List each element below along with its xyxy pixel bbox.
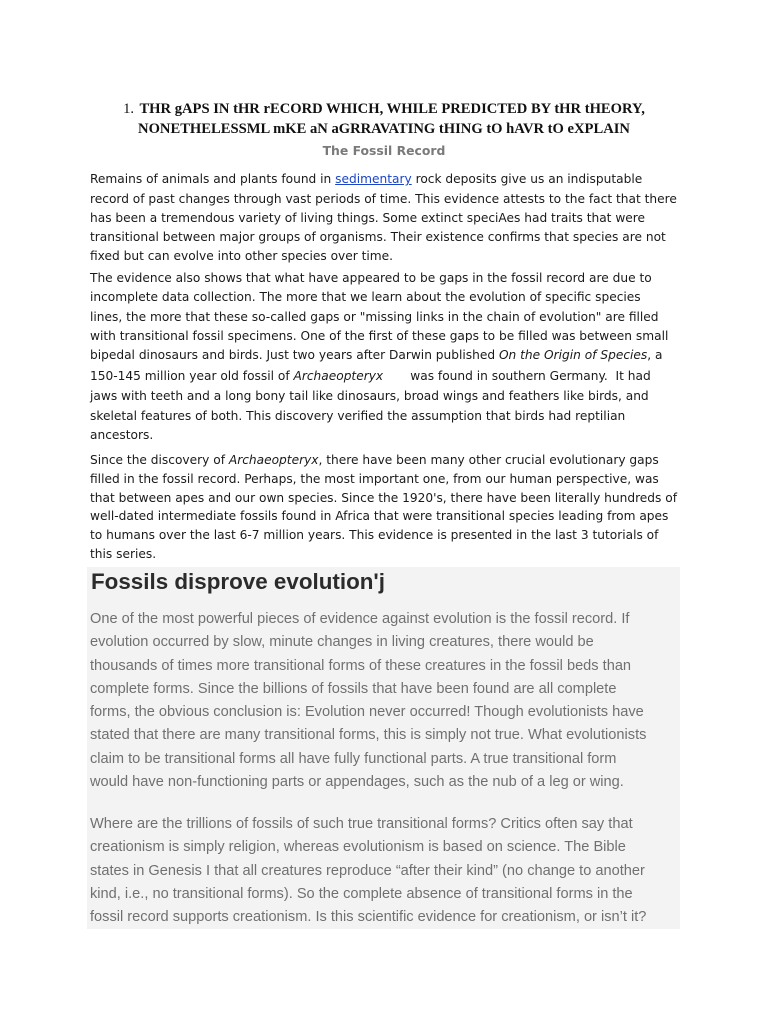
quote-line: kind, i.e., no transitional forms). So the complete absence of transitional forms in the bbox=[90, 885, 633, 902]
quoted-paragraph-2 bbox=[90, 813, 680, 929]
sedimentary-link[interactable]: sedimentary bbox=[335, 172, 412, 186]
paragraph-line: has been a tremendous variety of living things. Some extinct speciAes had traits that were bbox=[90, 211, 646, 225]
heading-number: 1. bbox=[123, 101, 135, 117]
paragraph-line: ancestors. bbox=[90, 428, 154, 443]
paragraph-line: incomplete data collection. The more that we learn about the evolution of specific species bbox=[90, 290, 641, 305]
text-run: Since the discovery of bbox=[90, 453, 229, 467]
paragraph-line: well-dated intermediate fossils found in Africa that were transitional species leading from apes bbox=[90, 509, 669, 524]
paragraph-line: this series. bbox=[90, 546, 157, 561]
quote-line: Where are the trillions of fossils of such true transitional forms? Critics often say that bbox=[90, 816, 633, 832]
paragraph-line bbox=[90, 451, 690, 470]
paragraph-line: fixed but can evolve into other species over time. bbox=[90, 249, 394, 263]
paragraph-line: The evidence also shows that what have appeared to be gaps in the fossil record are due to bbox=[90, 271, 652, 285]
paragraph-line: lines, the more that these so-called gaps or "missing links in the chain of evolution" are filled bbox=[90, 309, 659, 324]
quote-line: forms, the obvious conclusion is: Evolution never occurred! Though evolutionists have bbox=[90, 704, 644, 721]
heading-line-1 bbox=[70, 99, 698, 119]
text-run: was found in southern Germany. It had bbox=[383, 369, 651, 384]
quoted-paragraph-1 bbox=[90, 608, 680, 794]
quote-line: states in Genesis I that all creatures reproduce “after their kind” (no change to another bbox=[90, 862, 645, 879]
quote-line: One of the most powerful pieces of evidence against evolution is the fossil record. If bbox=[90, 611, 630, 627]
paragraph-line bbox=[90, 365, 690, 387]
text-run: Remains of animals and plants found in bbox=[90, 172, 336, 186]
species-name: Archaeopteryx bbox=[293, 369, 384, 384]
paragraph-fossil-remains bbox=[90, 168, 690, 266]
heading-line-1-text: THR gAPS IN tHR rECORD WHICH, WHILE PREDICTED BY tHR tHEORY, bbox=[139, 101, 645, 117]
heading-line-2: NONETHELESSML mKE aN aGRRAVATING tHING tO hAVR tO eXPLAIN bbox=[138, 121, 630, 137]
paragraph-line: that between apes and our own species. Since the 1920's, there have been literally hundreds of bbox=[90, 490, 678, 505]
quote-line: evolution occurred by slow, minute changes in living creatures, there would be bbox=[90, 634, 594, 651]
text-run: rock deposits give us an indisputable bbox=[411, 172, 643, 186]
text-run: 150-145 million year old fossil of bbox=[90, 369, 294, 384]
paragraph-line: filled in the fossil record. Perhaps, the most important one, from our human perspective, was bbox=[90, 471, 659, 486]
quote-line: fossil record supports creationism. Is this scientific evidence for creationism, or isn’t it? bbox=[90, 909, 647, 926]
paragraph-line: record of past changes through vast periods of time. This evidence attests to the fact that there bbox=[90, 192, 677, 206]
paragraph-since-discovery bbox=[90, 451, 690, 564]
paragraph-line: skeletal features of both. This discovery verified the assumption that birds had reptilian bbox=[90, 408, 626, 423]
paragraph-line: with transitional fossil specimens. One of the first of these gaps to be filled was between small bbox=[90, 328, 669, 343]
species-name: Archaeopteryx bbox=[228, 453, 319, 467]
book-title: On the Origin of Species bbox=[498, 348, 648, 363]
quote-line: claim to be transitional forms all have fully functional parts. A true transitional form bbox=[90, 750, 617, 767]
text-run: , there have been many other crucial evolutionary gaps bbox=[318, 453, 659, 467]
quote-line: would have non-functioning parts or appendages, such as the nub of a leg or wing. bbox=[90, 774, 624, 791]
paragraph-line: to humans over the last 6-7 million years. This evidence is presented in the last 3 tutorials of bbox=[90, 528, 659, 543]
paragraph-line bbox=[90, 346, 690, 365]
quote-line: creationism is simply religion, whereas evolutionism is based on science. The Bible bbox=[90, 839, 626, 856]
section-subtitle: The Fossil Record bbox=[322, 143, 446, 158]
document-heading bbox=[70, 99, 698, 139]
paragraph-line bbox=[90, 168, 690, 190]
quote-line: thousands of times more transitional forms of these creatures in the fossil beds than bbox=[90, 657, 632, 674]
quote-line: stated that there are many transitional forms, this is simply not true. What evolutionists bbox=[90, 727, 647, 744]
paragraph-line: transitional between major groups of organisms. Their existence confirms that species are not bbox=[90, 230, 666, 244]
text-run: bipedal dinosaurs and birds. Just two years after Darwin published bbox=[90, 348, 499, 363]
paragraph-gaps-evidence bbox=[90, 269, 690, 445]
text-run: , a bbox=[647, 348, 663, 363]
quoted-excerpt-title: Fossils disprove evolution'j bbox=[91, 569, 385, 594]
quote-line: complete forms. Since the billions of fossils that have been found are all complete bbox=[90, 680, 617, 697]
paragraph-line: jaws with teeth and a long bony tail like dinosaurs, broad wings and feathers like birds, and bbox=[90, 389, 649, 404]
